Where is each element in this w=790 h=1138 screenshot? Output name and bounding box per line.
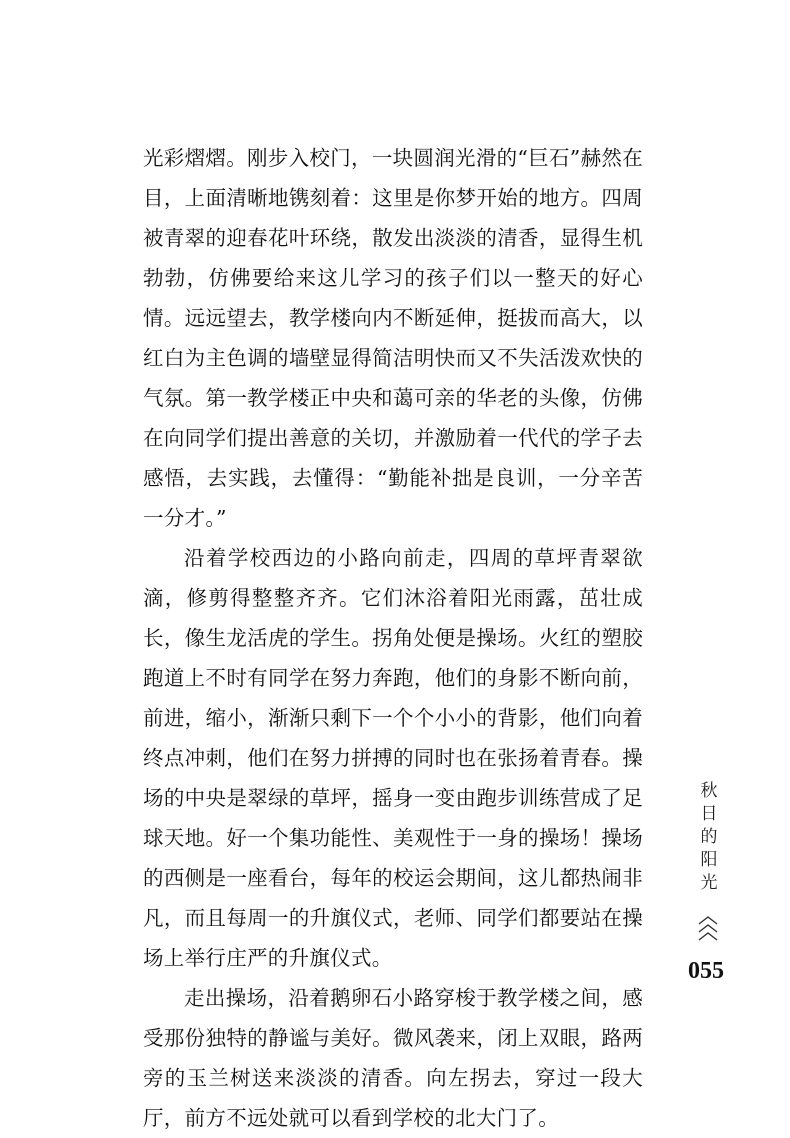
running-title bbox=[697, 780, 721, 895]
running-title-char: 光 bbox=[700, 873, 718, 893]
paragraph-3: 走出操场，沿着鹅卵石小路穿梭于教学楼之间，感受那份独特的静谧与美好。微风袭来，闭上双眼，路两旁的玉兰树送来淡淡的清香。向左拐去，穿过一段大厅，前方不远处就可以看到学校的北大门了。 bbox=[143, 986, 643, 1130]
running-title-char: 的 bbox=[700, 827, 718, 847]
running-title-char: 秋 bbox=[700, 781, 718, 801]
triple-chevron-up-icon bbox=[694, 915, 722, 943]
body-text bbox=[143, 138, 643, 1138]
paragraph-2: 沿着学校西边的小路向前走，四周的草坪青翠欲滴，修剪得整整齐齐。它们沐浴着阳光雨露，茁壮成长，像生龙活虎的学生。拐角处便是操场。火红的塑胶跑道上不时有同学在努力奔跑，他们的身影不断向前，前进，缩小，渐渐只剩下一个个小小的背影，他们向着终点冲刺，他们在努力拼搏的同时也在张扬着青春。操场的中央是翠绿的草坪，摇身一变由跑步训练营成了足球天地。好一个集功能性、美观性于一身的操场！操场的西侧是一座看台，每年的校运会期间，这儿都热闹非凡，而且每周一的升旗仪式，老师、同学们都要站在操场上举行庄严的升旗仪式。 bbox=[143, 546, 643, 970]
paragraph-1: 光彩熠熠。刚步入校门，一块圆润光滑的“巨石”赫然在目，上面清晰地镌刻着：这里是你梦开始的地方。四周被青翠的迎春花叶环绕，散发出淡淡的清香，显得生机勃勃，仿佛要给来这儿学习的孩子们以一整天的好心情。远远望去，教学楼向内不断延伸，挺拔而高大，以红白为主色调的墙壁显得简洁明快而又不失活泼欢快的气氛。第一教学楼正中央和蔼可亲的华老的头像，仿佛在向同学们提出善意的关切，并激励着一代代的学子去感悟，去实践，去懂得：“勤能补拙是良训，一分辛苦一分才。” bbox=[143, 146, 643, 530]
running-title-char: 阳 bbox=[700, 850, 718, 870]
running-title-char: 日 bbox=[700, 804, 718, 824]
page-number: 055 bbox=[688, 958, 724, 984]
